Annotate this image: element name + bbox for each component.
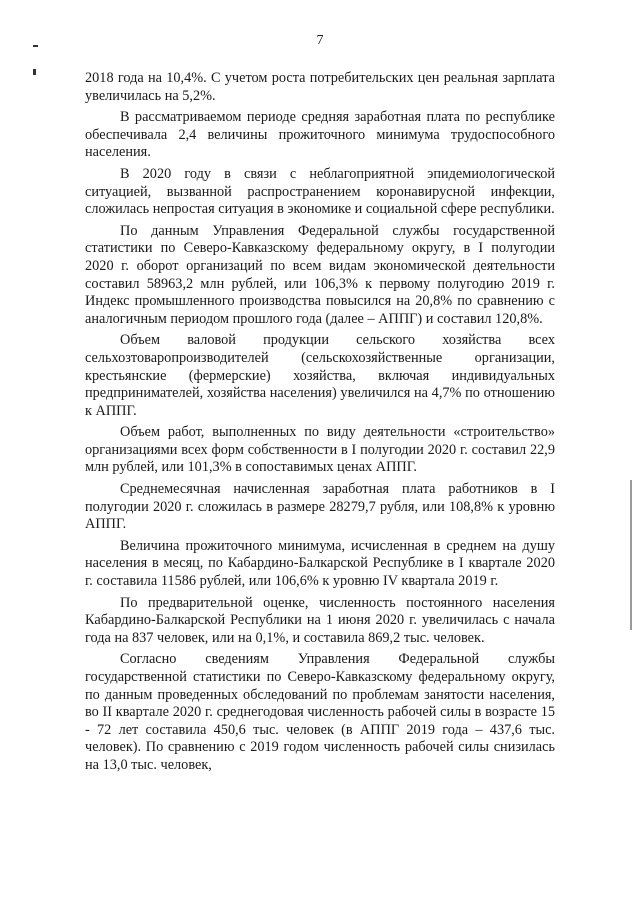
paragraph-3: В 2020 году в связи с неблагоприятной эпидемиологической ситуацией, вызванной распространением коронавирусной инфекции, сложилась непростая ситуация в экономике и социальной сфере республики. [85, 165, 555, 218]
paragraph-1: 2018 года на 10,4%. С учетом роста потребительских цен реальная зарплата увеличилась на 5,2%. [85, 70, 555, 104]
scan-edge-line [630, 480, 632, 630]
paragraph-8: Величина прожиточного минимума, исчисленная в среднем на душу населения в месяц, по Кабардино-Балкарской Республике в I квартале 2020 г. составила 11586 рублей, или 106,6% к уровню IV квартала 2019 г. [85, 537, 555, 590]
paragraph-7: Среднемесячная начисленная заработная плата работников в I полугодии 2020 г. сложилась в размере 28279,7 рубля, или 108,8% к уровню АППГ. [85, 481, 555, 533]
paragraph-2: В рассматриваемом периоде средняя заработная плата по республике обеспечивала 2,4 величины прожиточного минимума трудоспособного населения. [85, 109, 555, 161]
paragraph-5: Объем валовой продукции сельского хозяйства всех сельхозтоваропроизводителей (сельскохозяйственные организации, крестьянские (фермерские) хозяйства, включая индивидуальных предпринимателей, хозяйства населения) увеличился на 4,7% по отношению к АППГ. [85, 332, 555, 419]
margin-dot-mark [33, 69, 36, 75]
document-body [85, 70, 555, 779]
paragraph-10: Согласно сведениям Управления Федеральной службы государственной статистики по Северо-Кавказскому федеральному округу, по данным проведенных обследований по проблемам занятости населения, во II квартале 2020 г. среднегодовая численность рабочей силы в возрасте 15 - 72 лет составила 450,6 тыс. человек (в АППГ 2019 года – 437,6 тыс. человек). По сравнению с 2019 годом численность рабочей силы снизилась на 13,0 тыс. человек, [85, 651, 555, 773]
paragraph-9: По предварительной оценке, численность постоянного населения Кабардино-Балкарской Республики на 1 июня 2020 г. увеличилась с начала года на 837 человек, или на 0,1%, и составила 869,2 тыс. человек. [85, 594, 555, 646]
page-number: 7 [316, 33, 324, 48]
paragraph-6: Объем работ, выполненных по виду деятельности «строительство» организациями всех форм собственности в I полугодии 2020 г. составил 22,9 млн рублей, или 101,3% в сопоставимых ценах АППГ. [85, 424, 555, 476]
margin-dash-mark [33, 45, 38, 47]
paragraph-4: По данным Управления Федеральной службы государственной статистики по Северо-Кавказскому федеральному округу, в I полугодии 2020 г. оборот организаций по всем видам экономической деятельности составил 58963,2 млн рублей, или 106,3% к первому полугодию 2019 г. Индекс промышленного производства повысился на 20,8% по сравнению с аналогичным периодом прошлого года (далее – АППГ) и составил 120,8%. [85, 222, 555, 327]
